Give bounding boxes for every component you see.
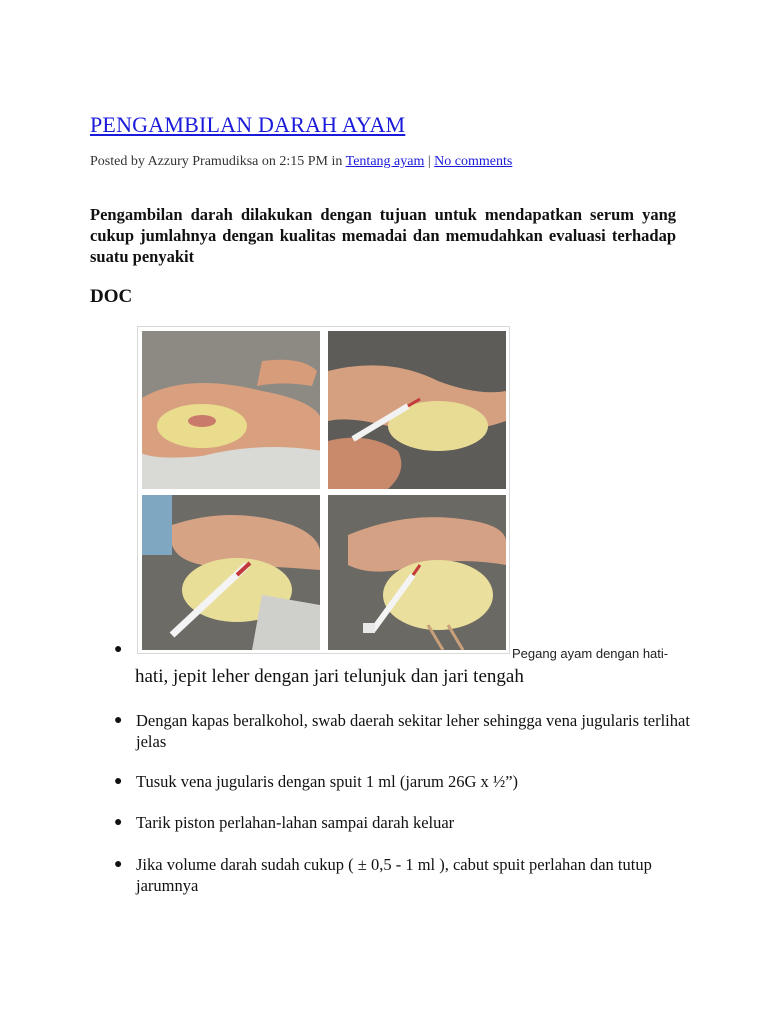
step-1-text-start: Pegang ayam dengan hati- xyxy=(512,646,669,661)
list-item-text: Tarik piston perlahan-lahan sampai darah keluar xyxy=(136,813,455,832)
meta-author-date: Posted by Azzury Pramudiksa on 2:15 PM in xyxy=(90,154,346,169)
category-link[interactable]: Tentang ayam xyxy=(345,154,425,169)
photo-panel-4 xyxy=(328,495,506,650)
post-title[interactable]: PENGAMBILAN DARAH AYAM xyxy=(90,112,406,137)
bullet-icon: ● xyxy=(114,642,123,657)
comments-link[interactable]: No comments xyxy=(434,154,513,169)
bullet-icon: ● xyxy=(114,774,123,789)
photo-grid xyxy=(137,326,510,654)
list-item-text: Dengan kapas beralkohol, swab daerah sekitar leher sehingga vena jugularis terlihat jelas xyxy=(136,711,690,751)
photo-panel-1 xyxy=(142,331,320,489)
photo-panel-2 xyxy=(328,331,506,489)
intro-paragraph: Pengambilan darah dilakukan dengan tujuan untuk mendapatkan serum yang cukup jumlahnya dengan kualitas memadai dan memudahkan evaluasi terhadap suatu penyakit xyxy=(90,205,676,266)
step-1-text-cont: hati, jepit leher dengan jari telunjuk dan jari tengah xyxy=(135,666,524,687)
bullet-icon: ● xyxy=(114,815,123,830)
post-meta xyxy=(90,154,512,170)
bullet-icon: ● xyxy=(114,857,123,872)
photo-panel-3 xyxy=(142,495,320,650)
meta-separator: | xyxy=(424,154,435,169)
list-item-text: Jika volume darah sudah cukup ( ± 0,5 - 1 ml ), cabut spuit perlahan dan tutup jarumnya xyxy=(136,855,652,895)
bullet-icon: ● xyxy=(114,713,123,728)
section-heading: DOC xyxy=(90,286,133,307)
list-item-text: Tusuk vena jugularis dengan spuit 1 ml (jarum 26G x ½”) xyxy=(136,772,519,791)
